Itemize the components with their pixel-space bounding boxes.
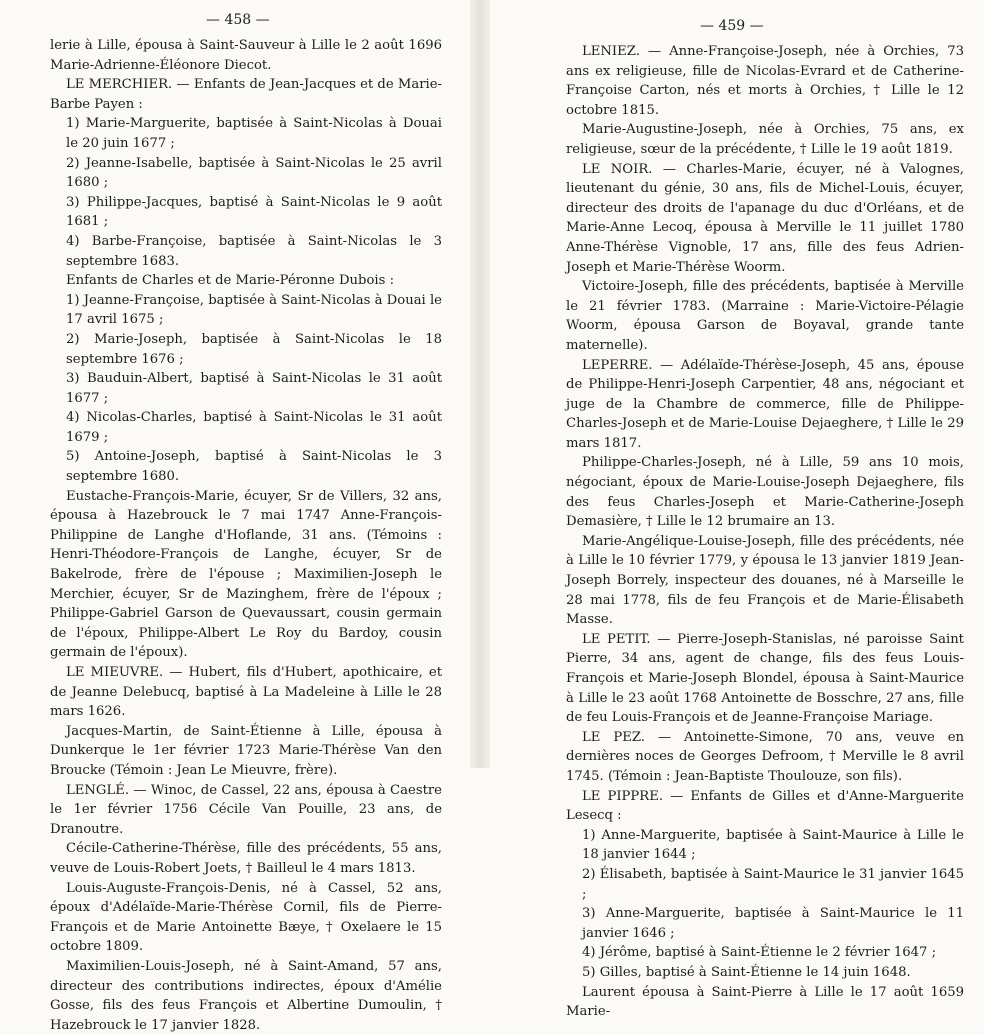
list-item: 3) Anne-Marguerite, baptisée à Saint-Maurice le 11 janvier 1646 ;	[582, 906, 964, 941]
paragraph: LE NOIR. — Charles-Marie, écuyer, né à Valognes, lieutenant du génie, 30 ans, fils de Michel-Louis, écuyer, directeur des droits de l'apanage du duc d'Orléans, et de Marie-Anne Lecoq, épousa à Merville le 11 juillet 1780 Anne-Thérèse Vignoble, 17 ans, fille des feus Adrien-Joseph et Marie-Thérèse Woorm.	[566, 161, 964, 275]
book-gutter	[470, 0, 490, 768]
list-item: 2) Marie-Joseph, baptisée à Saint-Nicolas le 18 septembre 1676 ;	[66, 331, 442, 367]
paragraph: Marie-Angélique-Louise-Joseph, fille des précédents, née à Lille le 10 février 1779, y épousa le 13 janvier 1819 Jean-Joseph Borrely, inspecteur des douanes, né à Marseille le 28 mai 1778, fils de feu François et de Marie-Élisabeth Masse.	[566, 533, 964, 628]
paragraph: lerie à Lille, épousa à Saint-Sauveur à Lille le 2 août 1696 Marie-Adrienne-Éléonore Diecot.	[50, 38, 442, 73]
list-item: 3) Philippe-Jacques, baptisé à Saint-Nicolas le 9 août 1681 ;	[66, 194, 442, 230]
paragraph: Maximilien-Louis-Joseph, né à Saint-Amand, 57 ans, directeur des contributions indirectes, époux d'Amélie Gosse, fils des feus François et Albertine Dumoulin, † Hazebrouck le 17 janvier 1828.	[50, 958, 442, 1033]
paragraph: LENGLÉ. — Winoc, de Cassel, 22 ans, épousa à Caestre le 1er février 1756 Cécile Van Pouille, 23 ans, de Dranoutre.	[50, 782, 442, 837]
right-page	[490, 0, 984, 1020]
paragraph: Cécile-Catherine-Thérèse, fille des précédents, 55 ans, veuve de Louis-Robert Joets, † Bailleul le 4 mars 1813.	[50, 841, 442, 876]
page-number: — 459 —	[700, 18, 764, 34]
list-item: 1) Jeanne-Françoise, baptisée à Saint-Nicolas à Douai le 17 avril 1675 ;	[66, 292, 442, 328]
list-item: 1) Marie-Marguerite, baptisée à Saint-Nicolas à Douai le 20 juin 1677 ;	[66, 116, 442, 151]
page-number: — 458 —	[206, 12, 270, 28]
paragraph: Louis-Auguste-François-Denis, né à Cassel, 52 ans, époux d'Adélaïde-Marie-Thérèse Cornil, fils de Pierre-François et de Marie Antoinette Bæye, † Oxelaere le 15 octobre 1809.	[50, 880, 442, 955]
list-item: 3) Bauduin-Albert, baptisé à Saint-Nicolas le 31 août 1677 ;	[66, 371, 442, 406]
paragraph: LENIEZ. — Anne-Françoise-Joseph, née à Orchies, 73 ans ex religieuse, fille de Nicolas-Evrard et de Catherine-Françoise Carton, nés et morts à Orchies, † Lille le 12 octobre 1815.	[566, 44, 964, 118]
list-item: 4) Barbe-Françoise, baptisée à Saint-Nicolas le 3 septembre 1683.	[66, 233, 442, 269]
list-item: 1) Anne-Marguerite, baptisée à Saint-Maurice à Lille le 18 janvier 1644 ;	[582, 827, 964, 863]
paragraph: LE PETIT. — Pierre-Joseph-Stanislas, né paroisse Saint Pierre, 34 ans, agent de change, fils des feus Louis-François et Marie-Joseph Blondel, épousa à Saint-Maurice à Lille le 23 août 1768 Antoinette de Bosschre, 27 ans, fille de feu Louis-François et de Jeanne-Françoise Mariage.	[566, 631, 964, 726]
paragraph: LE MIEUVRE. — Hubert, fils d'Hubert, apothicaire, et de Jeanne Delebucq, baptisé à La Madeleine à Lille le 28 mars 1626.	[50, 665, 442, 720]
paragraph: LE MERCHIER. — Enfants de Jean-Jacques et de Marie-Barbe Payen :	[50, 77, 442, 112]
paragraph: LE PEZ. — Antoinette-Simone, 70 ans, veuve en dernières noces de Georges Defroom, † Merville le 8 avril 1745. (Témoin : Jean-Baptiste Thoulouze, son fils).	[566, 729, 964, 784]
list-item: 2) Élisabeth, baptisée à Saint-Maurice le 31 janvier 1645 ;	[582, 866, 965, 902]
paragraph: Jacques-Martin, de Saint-Étienne à Lille, épousa à Dunkerque le 1er février 1723 Marie-Thérèse Van den Broucke (Témoin : Jean Le Mieuvre, frère).	[50, 723, 442, 778]
paragraph: Eustache-François-Marie, écuyer, Sr de Villers, 32 ans, épousa à Hazebrouck le 7 mai 1747 Anne-François-Philippine de Langhe d'Hoflande, 31 ans. (Témoins : Henri-Théodore-François de Langhe, écuyer, Sr de Bakelrode, frère de l'épouse ; Maximilien-Joseph le Merchier, écuyer, Sr de Mazinghem, frère de l'époux ; Philippe-Gabriel Garson de Quevaussart, cousin germain de l'époux, Philippe-Albert Le Roy du Bardoy, cousin germain de l'époux).	[50, 488, 442, 661]
paragraph: Victoire-Joseph, fille des précédents, baptisée à Merville le 21 février 1783. (Marraine : Marie-Victoire-Pélagie Woorm, épousa Garson de Boyaval, grande tante maternelle).	[566, 279, 964, 353]
paragraph: Enfants de Charles et de Marie-Péronne Dubois :	[66, 273, 395, 289]
list-item: 4) Jérôme, baptisé à Saint-Étienne le 2 février 1647 ;	[582, 945, 937, 961]
paragraph: Philippe-Charles-Joseph, né à Lille, 59 ans 10 mois, négociant, époux de Marie-Louise-Joseph Dejaeghere, fils des feus Charles-Joseph et Marie-Catherine-Joseph Demasière, † Lille le 12 brumaire an 13.	[566, 455, 964, 530]
list-item: 5) Gilles, baptisé à Saint-Étienne le 14 juin 1648.	[582, 964, 911, 980]
left-page	[0, 0, 470, 1033]
paragraph: LEPERRE. — Adélaïde-Thérèse-Joseph, 45 ans, épouse de Philippe-Henri-Joseph Carpentier, 48 ans, négociant et juge de la Chambre de commerce, fille de Philippe-Charles-Joseph et de Marie-Louise Dejaeghere, † Lille le 29 mars 1817.	[566, 357, 964, 451]
page-text	[50, 36, 442, 1035]
paragraph: Marie-Augustine-Joseph, née à Orchies, 75 ans, ex religieuse, sœur de la précédente, † Lille le 19 août 1819.	[566, 122, 964, 157]
list-item: 5) Antoine-Joseph, baptisé à Saint-Nicolas le 3 septembre 1680.	[66, 449, 442, 485]
paragraph: Laurent épousa à Saint-Pierre à Lille le 17 août 1659 Marie-	[566, 984, 964, 1020]
list-item: 4) Nicolas-Charles, baptisé à Saint-Nicolas le 31 août 1679 ;	[66, 410, 442, 445]
page-text	[566, 42, 964, 1022]
paragraph: LE PIPPRE. — Enfants de Gilles et d'Anne-Marguerite Lesecq :	[566, 788, 964, 824]
list-item: 2) Jeanne-Isabelle, baptisée à Saint-Nicolas le 25 avril 1680 ;	[66, 155, 442, 191]
